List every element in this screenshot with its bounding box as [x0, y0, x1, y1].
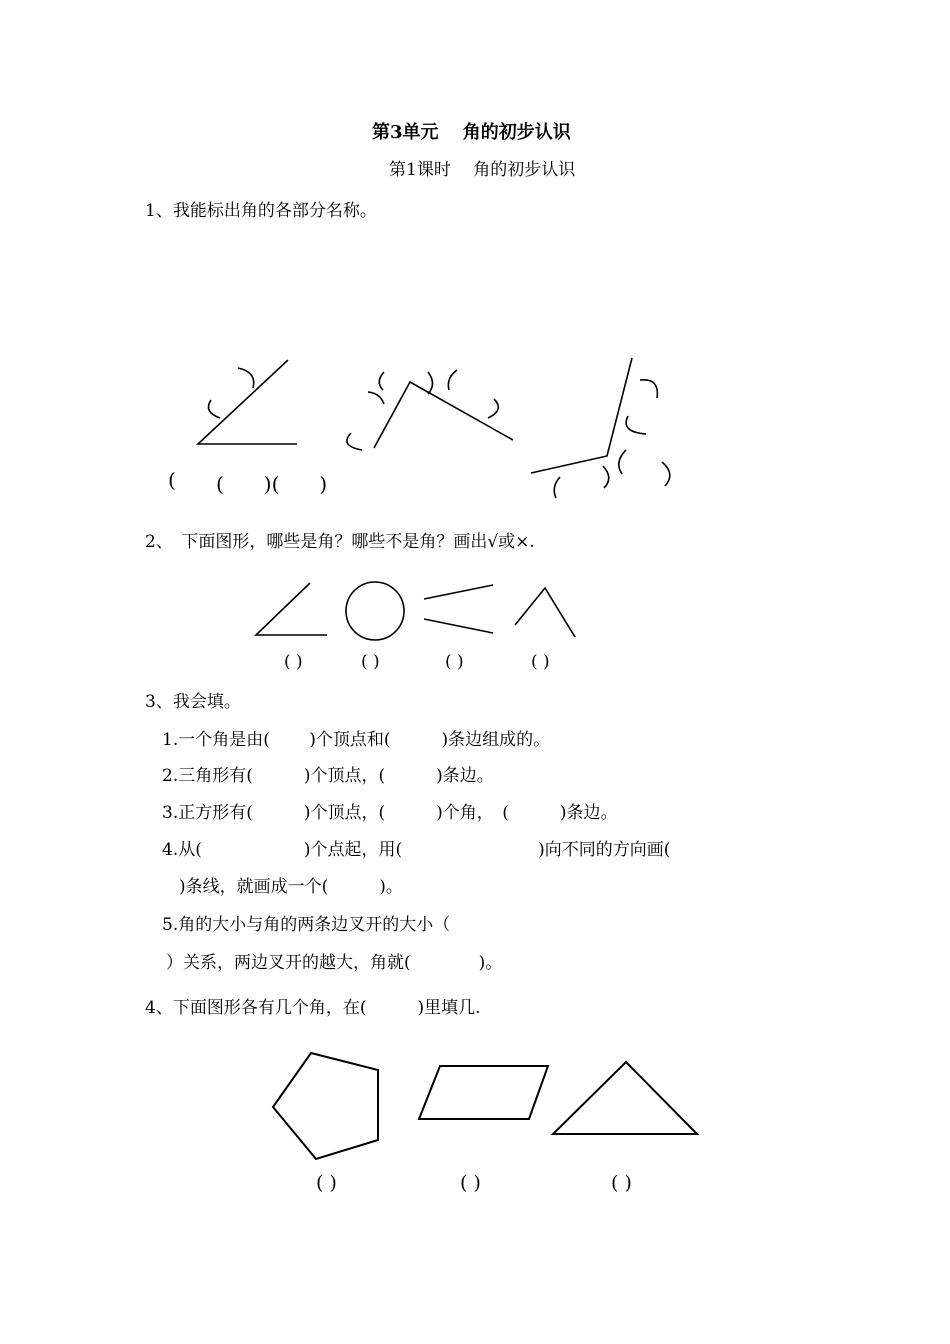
- question-2-label: 2、 下面图形，哪些是角？哪些不是角？画出√或×.: [145, 532, 535, 552]
- figure-pentagon: [273, 1053, 378, 1159]
- page-subtitle: 第1课时 角的初步认识: [389, 160, 576, 180]
- page-title: 第3单元 角的初步认识: [372, 122, 571, 143]
- question-3-item-3[interactable]: 3.正方形有( )个顶点，( )个角， ( )条边。: [162, 803, 618, 823]
- question-3-item-4b[interactable]: )条线，就画成一个( )。: [179, 877, 403, 897]
- question-1-paren-row[interactable]: ( )( ): [216, 472, 328, 496]
- question-4-answer-3[interactable]: ( ): [611, 1172, 632, 1194]
- question-3-item-5a[interactable]: 5.角的大小与角的两条边叉开的大小（: [162, 915, 451, 935]
- question-3-item-4a[interactable]: 4.从( )个点起，用( )向不同的方向画(: [162, 840, 671, 860]
- question-2-answer-3[interactable]: ( ): [445, 652, 464, 672]
- figure-triangle: [553, 1062, 697, 1134]
- question-2-answer-2[interactable]: ( ): [361, 652, 380, 672]
- question-3-label: 3、我会填。: [145, 692, 241, 712]
- question-2-answer-1[interactable]: ( ): [284, 652, 303, 672]
- question-3-item-5b[interactable]: ）关系，两边叉开的越大，角就( )。: [166, 953, 503, 973]
- figure-parallelogram: [419, 1066, 548, 1119]
- question-2-answer-4[interactable]: ( ): [531, 652, 550, 672]
- question-3-item-1[interactable]: 1.一个角是由( )个顶点和( )条边组成的。: [162, 730, 551, 750]
- question-3-item-2[interactable]: 2.三角形有( )个顶点，( )条边。: [162, 766, 494, 786]
- question-4-answer-1[interactable]: ( ): [316, 1172, 337, 1194]
- question-4-label: 4、下面图形各有几个角，在( )里填几.: [145, 998, 481, 1018]
- question-4-answer-2[interactable]: ( ): [460, 1172, 481, 1194]
- question-1-paren-left: (: [168, 468, 176, 492]
- question-1-label: 1、我能标出角的各部分名称。: [145, 201, 377, 221]
